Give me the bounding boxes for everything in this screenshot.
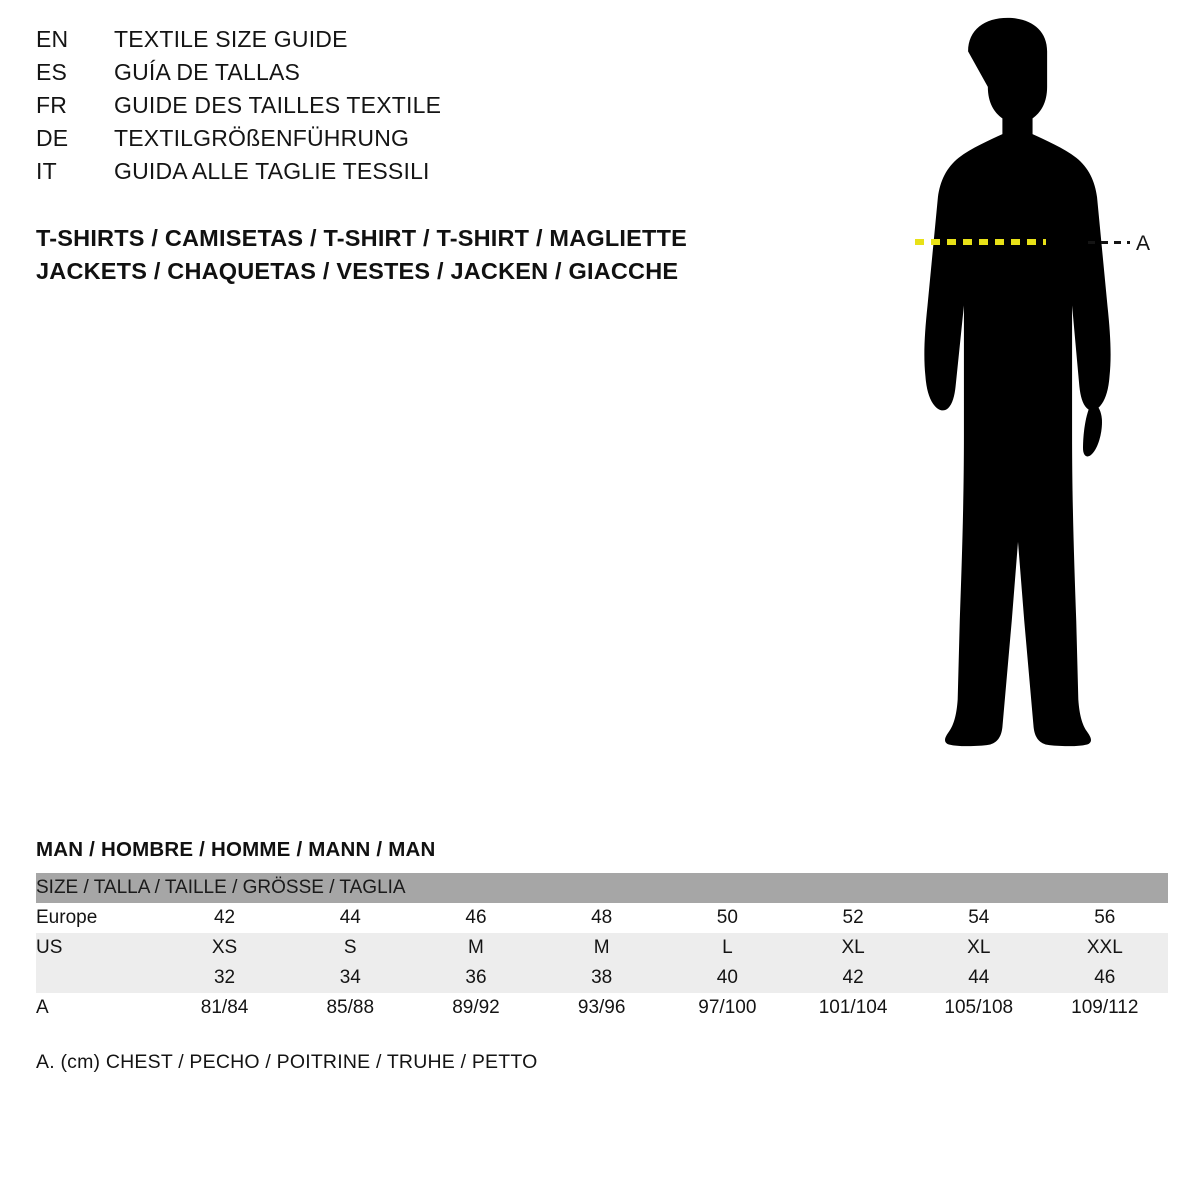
cell-value: 34 <box>287 963 413 993</box>
language-title: GUIDA ALLE TAGLIE TESSILI <box>114 158 430 184</box>
table-row <box>36 903 1168 933</box>
cell-value: M <box>539 933 665 963</box>
language-code: EN <box>36 26 69 52</box>
cell-value: 40 <box>665 963 791 993</box>
cell-value: 38 <box>539 963 665 993</box>
cell-value: S <box>287 933 413 963</box>
cell-value: 105/108 <box>916 993 1042 1023</box>
body-silhouette-figure <box>820 10 1190 800</box>
table-footnote: A. (cm) CHEST / PECHO / POITRINE / TRUHE / PETTO <box>36 1051 538 1073</box>
table-header-row <box>36 873 1168 903</box>
cell-value: XXL <box>1042 933 1168 963</box>
measure-leader-dashes <box>1088 241 1130 244</box>
language-code: IT <box>36 158 57 184</box>
table-row <box>36 963 1168 993</box>
cell-value: 89/92 <box>413 993 539 1023</box>
size-table <box>36 873 1168 1023</box>
cell-value: 109/112 <box>1042 993 1168 1023</box>
language-title: GUIDE DES TAILLES TEXTILE <box>114 92 442 118</box>
language-row <box>36 26 756 59</box>
cell-value: 101/104 <box>790 993 916 1023</box>
language-header-block <box>36 26 756 191</box>
garment-type-block <box>36 222 776 288</box>
size-table-section <box>36 838 1168 1074</box>
row-label: Europe <box>36 903 162 933</box>
cell-value: 85/88 <box>287 993 413 1023</box>
cell-value: L <box>665 933 791 963</box>
measure-label-a: A <box>1136 232 1151 255</box>
cell-value: 81/84 <box>162 993 288 1023</box>
row-label: A <box>36 993 162 1023</box>
cell-value: 42 <box>162 903 288 933</box>
cell-value: 44 <box>287 903 413 933</box>
cell-value: 56 <box>1042 903 1168 933</box>
cell-value: 46 <box>413 903 539 933</box>
cell-value: 50 <box>665 903 791 933</box>
table-row <box>36 933 1168 963</box>
cell-value: 48 <box>539 903 665 933</box>
garment-line-tshirts: T-SHIRTS / CAMISETAS / T-SHIRT / T-SHIRT / MAGLIETTE <box>36 225 687 251</box>
table-group-title: MAN / HOMBRE / HOMME / MANN / MAN <box>36 838 436 861</box>
male-silhouette-icon <box>820 10 1190 800</box>
language-code: FR <box>36 92 68 118</box>
language-title: TEXTILGRÖßENFÜHRUNG <box>114 125 410 151</box>
language-title: GUÍA DE TALLAS <box>114 59 301 85</box>
cell-value: M <box>413 933 539 963</box>
cell-value: 97/100 <box>665 993 791 1023</box>
table-row <box>36 993 1168 1023</box>
row-label <box>36 963 162 993</box>
language-row <box>36 92 756 125</box>
cell-value: 93/96 <box>539 993 665 1023</box>
cell-value: 46 <box>1042 963 1168 993</box>
cell-value: 44 <box>916 963 1042 993</box>
cell-value: XS <box>162 933 288 963</box>
cell-value: XL <box>790 933 916 963</box>
language-row <box>36 158 756 191</box>
cell-value: XL <box>916 933 1042 963</box>
cell-value: 54 <box>916 903 1042 933</box>
row-label: US <box>36 933 162 963</box>
cell-value: 52 <box>790 903 916 933</box>
language-title: TEXTILE SIZE GUIDE <box>114 26 348 52</box>
table-header-label: SIZE / TALLA / TAILLE / GRÖSSE / TAGLIA <box>36 873 1168 903</box>
garment-line-jackets: JACKETS / CHAQUETAS / VESTES / JACKEN / GIACCHE <box>36 258 679 284</box>
language-row <box>36 59 756 92</box>
cell-value: 36 <box>413 963 539 993</box>
language-code: ES <box>36 59 68 85</box>
language-code: DE <box>36 125 69 151</box>
cell-value: 42 <box>790 963 916 993</box>
cell-value: 32 <box>162 963 288 993</box>
language-row <box>36 125 756 158</box>
